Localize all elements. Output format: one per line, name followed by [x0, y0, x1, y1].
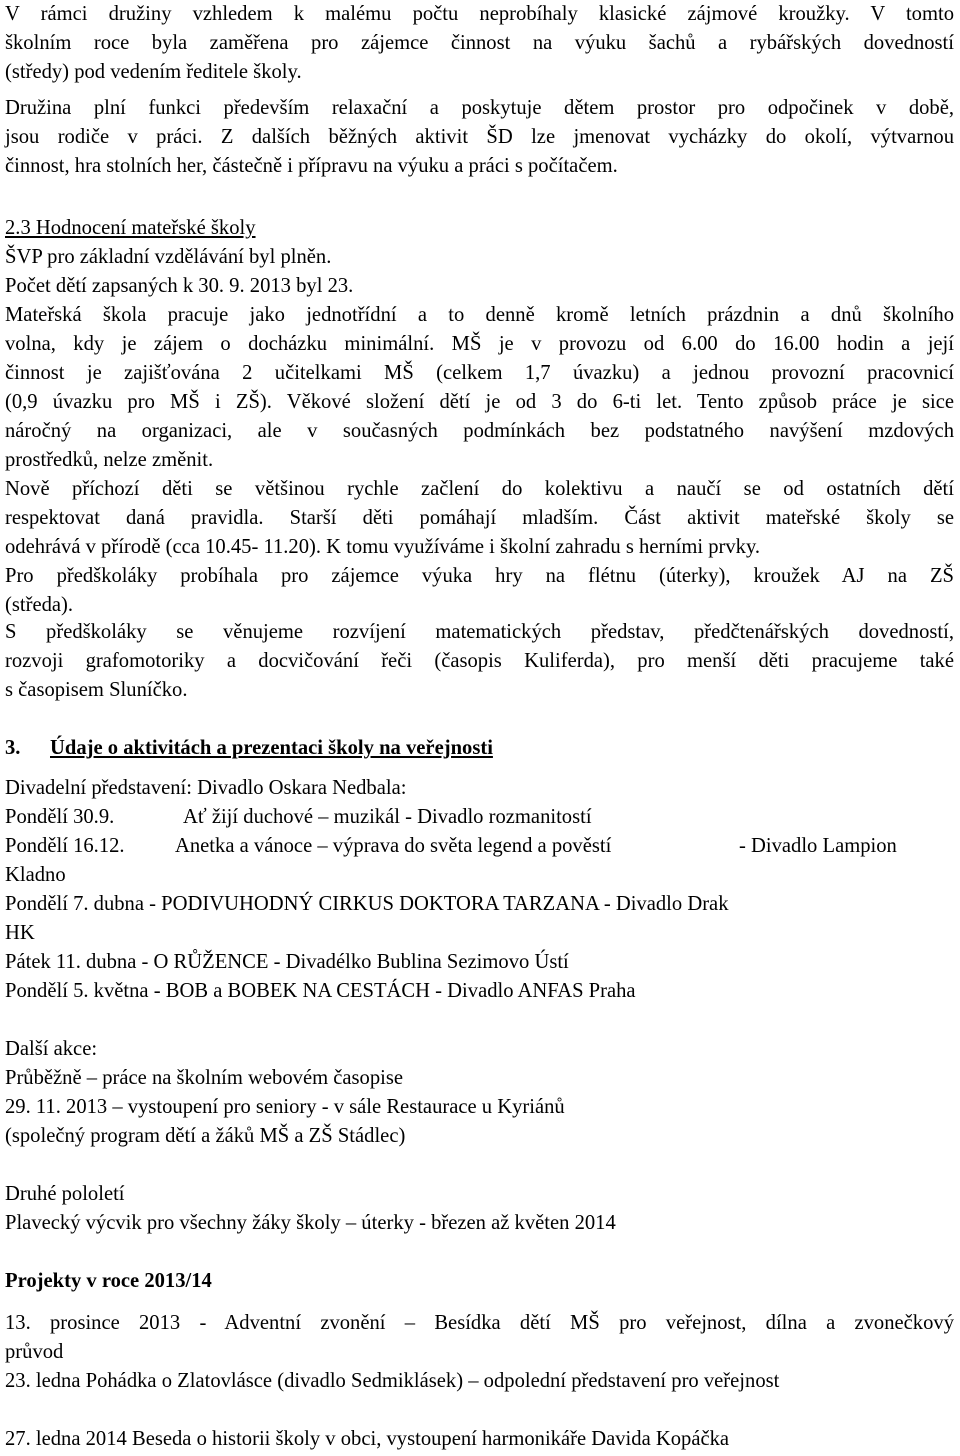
paragraph-line: Družina plní funkci především relaxační a poskytuje dětem prostor pro odpočinek v době,: [5, 97, 954, 119]
paragraph-line: s časopisem Sluníčko.: [5, 679, 188, 701]
paragraph-line: Pro předškoláky probíhala pro zájemce výuka hry na flétnu (úterky), kroužek AJ na ZŠ: [5, 565, 954, 587]
paragraph-line: ŠVP pro základní vzdělávání byl plněn.: [5, 246, 332, 268]
paragraph-line: rozvoji grafomotoriky a docvičování řeči (časopis Kuliferda), pro menší děti pracujeme také: [5, 650, 954, 672]
paragraph-line: respektovat daná pravidla. Starší děti pomáhají mladším. Část aktivit mateřské školy se: [5, 507, 954, 529]
paragraph-line: Mateřská škola pracuje jako jednotřídní a to denně kromě letních prázdnin a dnů školního: [5, 304, 954, 326]
paragraph-line: odehrává v přírodě (cca 10.45- 11.20). K tomu využíváme i školní zahradu s herními prvky.: [5, 536, 761, 558]
paragraph-line: (0,9 úvazku pro MŠ i ZŠ). Věkové složení dětí je od 3 do 6-ti let. Tento způsob práce je sice: [5, 391, 954, 413]
paragraph-line: (společný program dětí a žáků MŠ a ZŠ Stádlec): [5, 1125, 406, 1147]
paragraph-line: jsou rodiče v práci. Z dalších běžných aktivit ŠD lze jmenovat vycházky do okolí, výtvarnou: [5, 126, 954, 148]
paragraph-line: průvod: [5, 1341, 64, 1363]
paragraph-line: Pondělí 5. května - BOB a BOBEK NA CESTÁCH - Divadlo ANFAS Praha: [5, 980, 636, 1002]
event-date: Pondělí 30.9.: [5, 806, 115, 828]
paragraph-line: volna, kdy je zájem o docházku minimální. MŠ je v provozu od 6.00 do 16.00 hodin a její: [5, 333, 954, 355]
paragraph-line: Divadelní představení: Divadlo Oskara Nedbala:: [5, 777, 407, 799]
paragraph-line: činnost, hra stolních her, částečně i přípravu na výuku a práci s počítačem.: [5, 155, 618, 177]
section-number: 3.: [5, 737, 21, 759]
paragraph-line: 27. ledna 2014 Beseda o historii školy v obci, vystoupení harmonikáře Davida Kopáčka: [5, 1428, 730, 1450]
paragraph-line: 13. prosince 2013 - Adventní zvonění – Besídka dětí MŠ pro veřejnost, dílna a zvonečkový: [5, 1312, 954, 1334]
paragraph-line: školním roce byla zaměřena pro zájemce činnost na výuku šachů a rybářských dovedností: [5, 32, 954, 54]
paragraph-line: (středa).: [5, 594, 74, 616]
paragraph-line: prostředků, nelze změnit.: [5, 449, 214, 471]
paragraph-line: 23. ledna Pohádka o Zlatovlásce (divadlo Sedmiklásek) – odpolední představení pro veřejnost: [5, 1370, 780, 1392]
paragraph-line: (středy) pod vedením ředitele školy.: [5, 61, 302, 83]
paragraph-line: Další akce:: [5, 1038, 98, 1060]
section-heading: Projekty v roce 2013/14: [5, 1270, 212, 1292]
event-text: Anetka a vánoce – výprava do světa legend a pověstí: [175, 835, 612, 857]
paragraph-line: činnost je zajišťována 2 učitelkami MŠ (celkem 1,7 úvazku) a jednou provozní pracovnicí: [5, 362, 954, 384]
event-date: Pondělí 16.12.: [5, 835, 125, 857]
event-venue: - Divadlo Lampion: [739, 835, 897, 857]
paragraph-line: S předškoláky se věnujeme rozvíjení matematických představ, předčtenářských dovedností,: [5, 621, 954, 643]
event-text: Ať žijí duchové – muzikál - Divadlo rozmanitostí: [183, 806, 592, 828]
paragraph-line: V rámci družiny vzhledem k malému počtu neprobíhaly klasické zájmové kroužky. V tomto: [5, 3, 954, 25]
paragraph-line: Kladno: [5, 864, 66, 886]
paragraph-line: HK: [5, 922, 35, 944]
paragraph-line: Počet dětí zapsaných k 30. 9. 2013 byl 23.: [5, 275, 354, 297]
paragraph-line: Průběžně – práce na školním webovém časopise: [5, 1067, 404, 1089]
paragraph-line: Plavecký výcvik pro všechny žáky školy – úterky - březen až květen 2014: [5, 1212, 616, 1234]
section-heading: 2.3 Hodnocení mateřské školy: [5, 217, 256, 239]
paragraph-line: 29. 11. 2013 – vystoupení pro seniory - v sále Restaurace u Kyriánů: [5, 1096, 565, 1118]
paragraph-line: Pondělí 7. dubna - PODIVUHODNÝ CIRKUS DOKTORA TARZANA - Divadlo Drak: [5, 893, 729, 915]
paragraph-line: Nově příchozí děti se většinou rychle začlení do kolektivu a naučí se od ostatních dětí: [5, 478, 954, 500]
paragraph-line: Pátek 11. dubna - O RŮŽENCE - Divadélko Bublina Sezimovo Ústí: [5, 951, 569, 973]
paragraph-line: Druhé pololetí: [5, 1183, 125, 1205]
paragraph-line: náročný na organizaci, ale v současných podmínkách bez podstatného navýšení mzdových: [5, 420, 954, 442]
section-title: Údaje o aktivitách a prezentaci školy na veřejnosti: [50, 737, 493, 759]
